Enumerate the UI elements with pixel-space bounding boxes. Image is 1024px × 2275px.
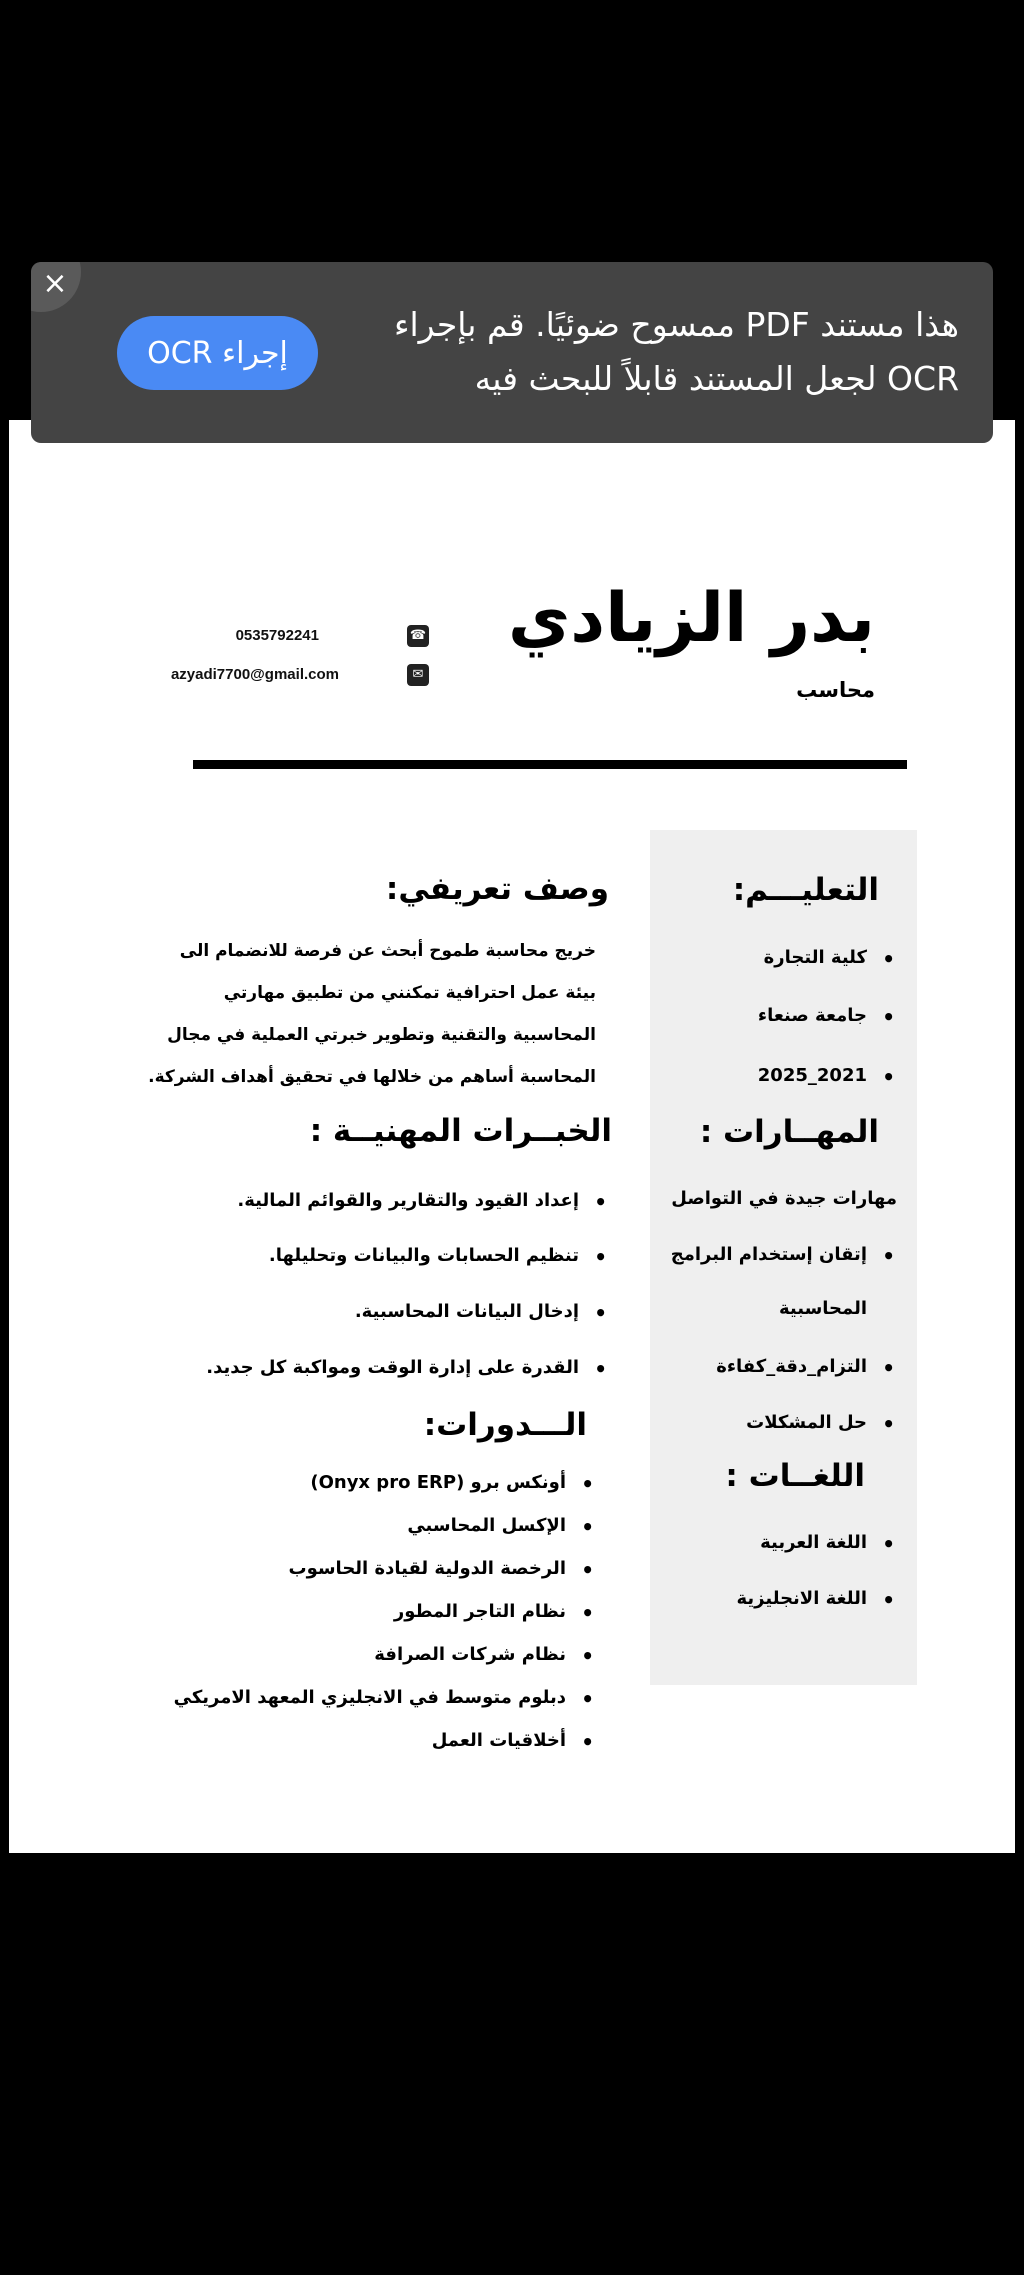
course-item: • أخلاقيات العمل xyxy=(432,1730,566,1751)
pdf-page[interactable] xyxy=(9,420,1015,1853)
language-item: • اللغة العربية xyxy=(760,1532,867,1553)
summary-heading: وصف تعريفي: xyxy=(385,871,609,907)
skills-heading: المهــارات : xyxy=(699,1114,879,1150)
course-item: • الرخصة الدولية لقيادة الحاسوب xyxy=(288,1558,566,1579)
phone-icon: ☎ xyxy=(407,625,429,647)
education-item: • جامعة صنعاء xyxy=(758,1005,867,1026)
summary-line: خريج محاسبة طموح أبحث عن فرصة للانضمام الى xyxy=(179,941,596,961)
resume-job-title: محاسب xyxy=(796,678,875,702)
email-address: azyadi7700@gmail.com xyxy=(170,666,339,683)
resume-name: بدر الزيادي xyxy=(507,579,875,658)
experience-item: • تنظيم الحسابات والبيانات وتحليلها. xyxy=(269,1245,579,1266)
phone-number: 0535792241 xyxy=(235,627,319,644)
experience-heading: الخبــرات المهنيــة : xyxy=(309,1113,612,1149)
skill-item: • إتقان إستخدام البرامج xyxy=(671,1244,867,1265)
resume-sidebar xyxy=(650,830,917,1685)
summary-line: المحاسبية والتقنية وتطوير خبرتي العملية في مجال xyxy=(167,1025,596,1045)
education-item: • كلية التجارة xyxy=(764,947,867,968)
ocr-banner xyxy=(31,262,993,443)
summary-line: بيئة عمل احترافية تمكنني من تطبيق مهارتي xyxy=(223,983,596,1003)
education-item: • 2021_2025 xyxy=(758,1065,867,1086)
courses-heading: الـــدورات: xyxy=(423,1407,587,1443)
course-item: • نظام التاجر المطور xyxy=(394,1601,566,1622)
close-icon[interactable]: × xyxy=(42,266,68,301)
education-heading: التعليـــم: xyxy=(732,872,879,908)
language-item: • اللغة الانجليزية xyxy=(737,1588,868,1609)
banner-message xyxy=(319,298,959,406)
skill-item: • التزام_دقة_كفاءة xyxy=(716,1356,867,1377)
summary-line: المحاسبة أساهم من خلالها في تحقيق أهداف الشركة. xyxy=(148,1067,596,1087)
experience-item: • القدرة على إدارة الوقت ومواكبة كل جديد. xyxy=(206,1357,579,1378)
resume-main xyxy=(9,420,649,1853)
email-icon: ✉ xyxy=(407,664,429,686)
skill-line: مهارات جيدة في التواصل xyxy=(671,1188,897,1209)
languages-heading: اللغــات : xyxy=(725,1458,865,1494)
banner-message-line: هذا مستند PDF ممسوح ضوئيًا. قم بإجراء xyxy=(393,305,959,344)
skill-item: • حل المشكلات xyxy=(746,1412,867,1433)
course-item: • الإكسل المحاسبي xyxy=(407,1515,566,1536)
course-item: • نظام شركات الصرافة xyxy=(374,1644,566,1665)
banner-message-line: OCR لجعل المستند قابلاً للبحث فيه xyxy=(474,359,959,398)
experience-item: • إدخال البيانات المحاسبية. xyxy=(355,1301,579,1322)
run-ocr-button[interactable]: إجراء OCR xyxy=(117,316,318,390)
experience-item: • إعداد القيود والتقارير والقوائم المالية. xyxy=(237,1190,579,1211)
course-item: • دبلوم متوسط في الانجليزي المعهد الامريكي xyxy=(174,1687,566,1708)
skill-item-continued: المحاسبية xyxy=(778,1298,867,1319)
course-item: • أونكس برو (Onyx pro ERP) xyxy=(310,1472,566,1493)
